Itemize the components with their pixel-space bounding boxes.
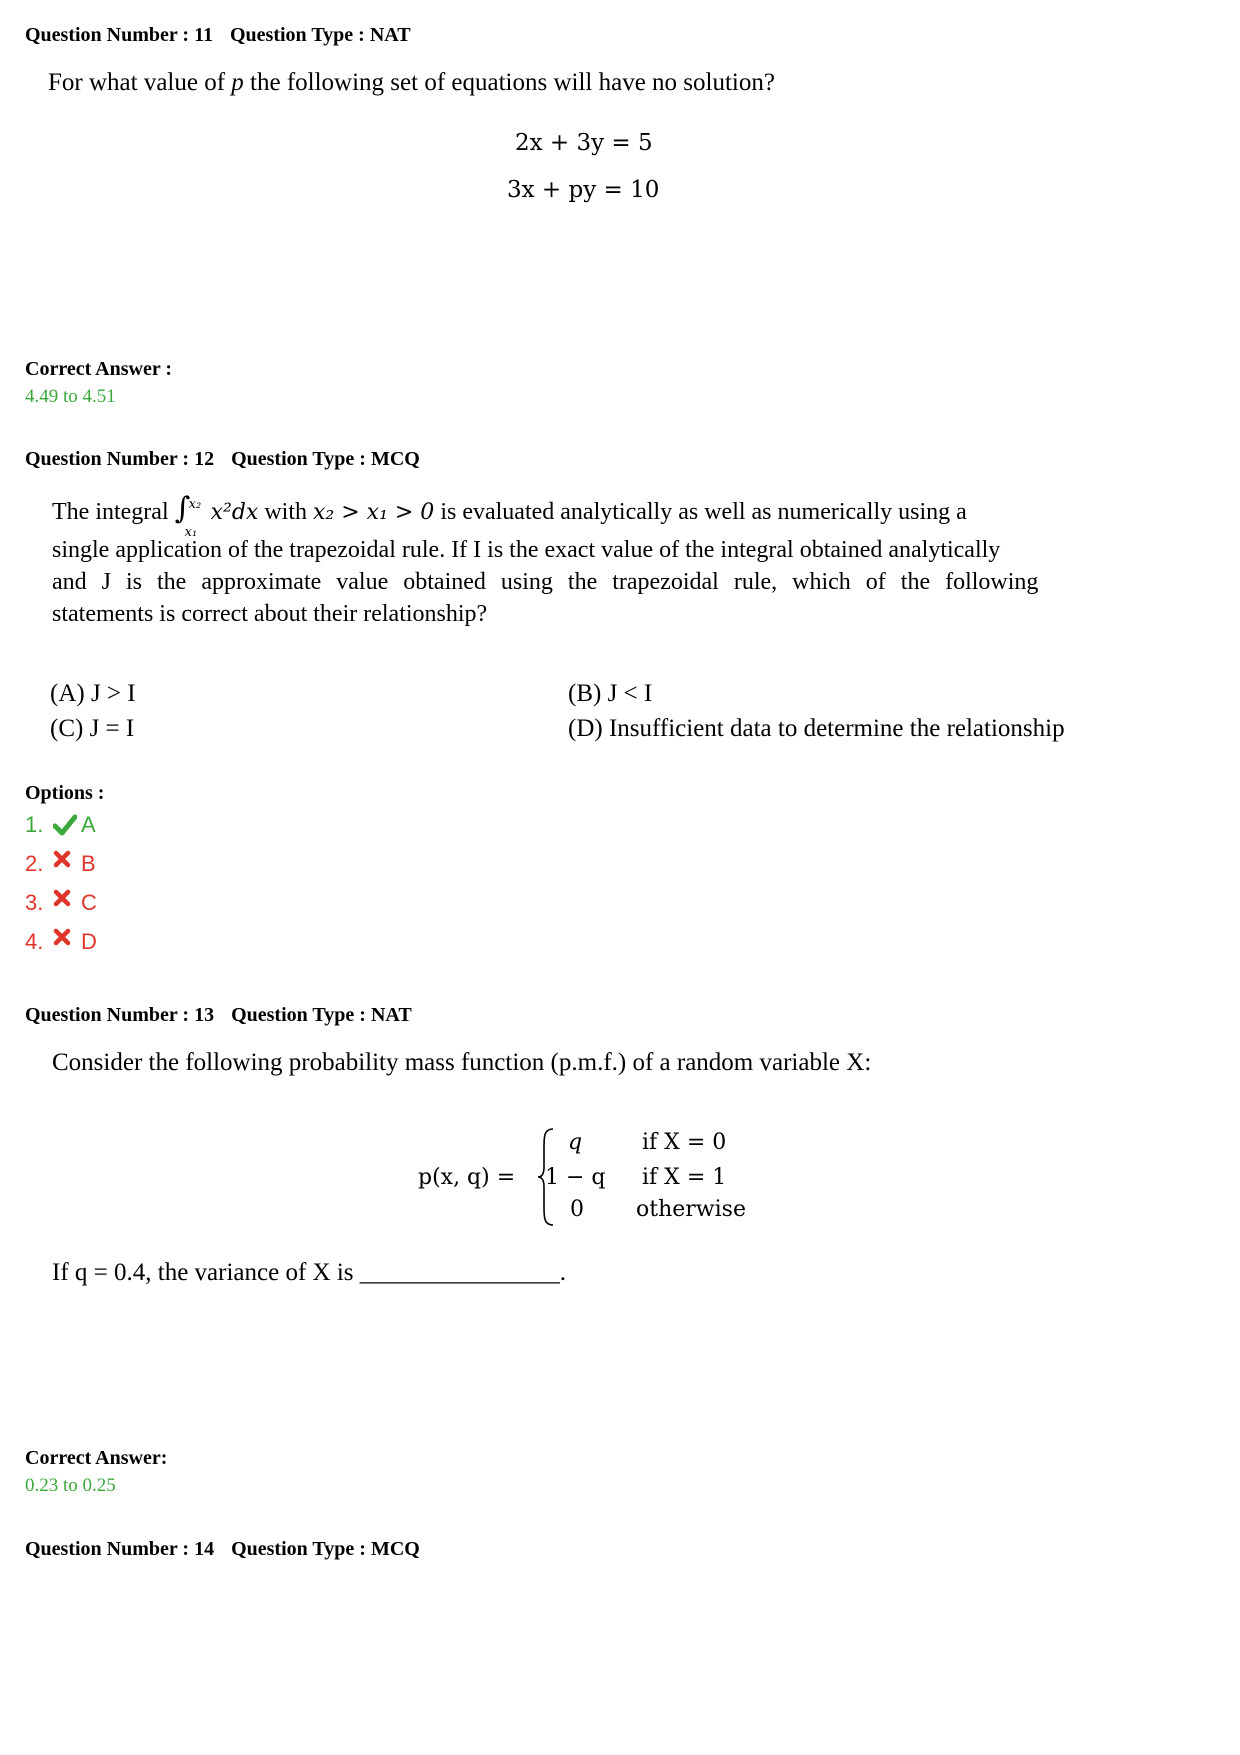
q13-correct-answer-label: Correct Answer: — [25, 1447, 168, 1469]
q13-answer-blank: ________________ — [359, 1259, 560, 1286]
q11-equation-1: 2x + 3y = 5 — [515, 130, 653, 156]
q14-type: MCQ — [370, 1538, 420, 1560]
q12-line-4: statements is correct about their relationship? — [52, 601, 488, 627]
q13-question-text: Consider the following probability mass function (p.m.f.) of a random variable X: — [52, 1049, 872, 1076]
q11-question-text: For what value of p the following set of equations will have no solution? — [48, 69, 775, 96]
pmf-lhs: p(x, q) = — [418, 1165, 516, 1190]
q13-type: NAT — [370, 1004, 412, 1026]
q11-number: 11 — [194, 24, 213, 46]
q12-choice-c: (C) J = I — [50, 715, 135, 742]
pmf-case-1-value: q — [568, 1130, 583, 1155]
option-label: D — [81, 929, 97, 954]
cross-icon — [53, 851, 79, 877]
q12-number: 12 — [194, 448, 215, 470]
q12-line-3: and J is the approximate value obtained using the trapezoidal rule, which of the following — [52, 569, 1039, 595]
q11-correct-answer: 4.49 to 4.51 — [25, 386, 116, 407]
q12-number-label: Question Number : — [25, 448, 190, 470]
option-label: A — [81, 812, 96, 837]
option-number: 1. — [25, 812, 44, 837]
q11-equation-2: 3x + py = 10 — [507, 177, 660, 203]
q13-correct-answer: 0.23 to 0.25 — [25, 1475, 116, 1496]
q12-option-1 — [25, 812, 96, 838]
q13-period: . — [559, 1259, 567, 1286]
cross-icon — [53, 890, 79, 916]
integrand: x²dx — [210, 500, 259, 525]
q11-type-label: Question Type : — [230, 24, 365, 46]
q14-header — [25, 1538, 420, 1561]
q12-type: MCQ — [370, 448, 420, 470]
cross-icon — [53, 929, 79, 955]
q11-header — [25, 24, 411, 47]
q12-type-label: Question Type : — [231, 448, 366, 470]
q11-correct-answer-label: Correct Answer : — [25, 358, 172, 380]
q13-number-label: Question Number : — [25, 1004, 190, 1026]
check-icon — [53, 812, 79, 838]
q12-header — [25, 448, 420, 471]
q12-line-1: The integral ∫ x₂ x₁ x²dx with x₂ > x₁ > 0 is evaluated analytically as well as numerically using a — [52, 496, 1126, 529]
q14-type-label: Question Type : — [231, 1538, 366, 1560]
pmf-case-2-condition: if X = 1 — [642, 1165, 727, 1190]
q12-options-label: Options : — [25, 782, 105, 804]
integral-lower-limit: x₁ — [184, 525, 198, 541]
pmf-equation — [410, 1125, 780, 1235]
q11-type: NAT — [369, 24, 411, 46]
option-number: 2. — [25, 851, 44, 876]
q12-choice-a: (A) J > I — [50, 680, 136, 707]
option-number: 3. — [25, 890, 44, 915]
q13-header — [25, 1004, 412, 1027]
q11-number-label: Question Number : — [25, 24, 190, 46]
pmf-case-3-condition: otherwise — [636, 1197, 746, 1222]
q12-choice-b: (B) J < I — [568, 680, 653, 707]
pmf-case-3-value: 0 — [570, 1197, 584, 1222]
q12-choice-d: (D) Insufficient data to determine the relationship — [568, 715, 1065, 742]
q14-number: 14 — [194, 1538, 215, 1560]
integral-upper-limit: x₂ — [188, 497, 202, 513]
option-number: 4. — [25, 929, 44, 954]
q12-line-2: single application of the trapezoidal rule. If I is the exact value of the integral obtained analytically — [52, 537, 1001, 563]
q12-option-3 — [25, 890, 97, 916]
option-label: B — [81, 851, 96, 876]
q12-option-4 — [25, 929, 97, 955]
q13-type-label: Question Type : — [231, 1004, 366, 1026]
integral-symbol: ∫ x₂ x₁ — [175, 498, 205, 528]
pmf-case-2-value: 1 − q — [545, 1165, 606, 1190]
q12-option-2 — [25, 851, 96, 877]
q13-prompt-line — [52, 1256, 566, 1289]
q13-number: 13 — [194, 1004, 215, 1026]
q14-number-label: Question Number : — [25, 1538, 190, 1560]
q12-condition: x₂ > x₁ > 0 — [313, 500, 435, 525]
option-label: C — [81, 890, 97, 915]
pmf-case-1-condition: if X = 0 — [642, 1130, 727, 1155]
q11-variable: p — [231, 69, 244, 96]
q13-prompt: If q = 0.4, the variance of X is — [52, 1259, 354, 1286]
